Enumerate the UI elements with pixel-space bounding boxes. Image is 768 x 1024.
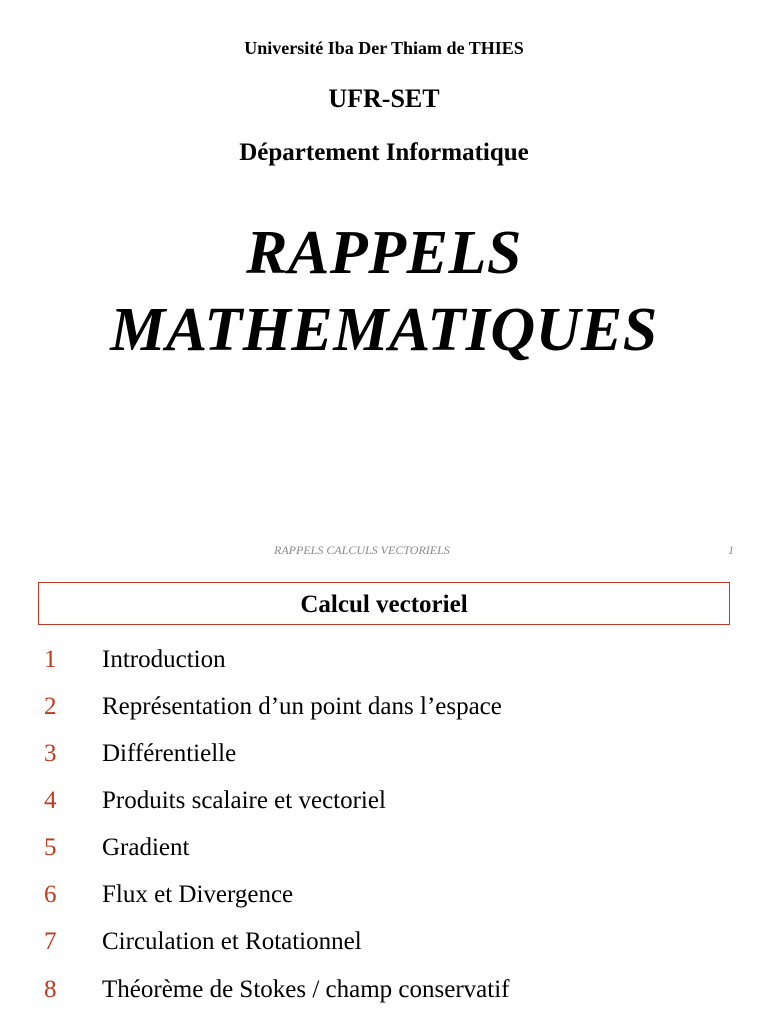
section-heading: Calcul vectoriel [38,582,730,625]
toc-item [0,740,768,780]
page-number: 1 [728,543,734,557]
toc-item [0,787,768,827]
toc-item [0,881,768,921]
toc-item [0,976,768,1016]
toc-item-number: 6 [44,881,57,908]
toc-item [0,928,768,968]
toc-item-label: Flux et Divergence [102,881,294,908]
toc-item-number: 7 [44,928,57,955]
ufr-name: UFR-SET [328,84,440,113]
toc-item-number: 4 [44,787,57,814]
toc-item-label: Gradient [102,834,190,861]
toc-item [0,693,768,733]
toc-item-number: 2 [44,693,57,720]
toc-item-number: 1 [44,646,57,673]
toc-item-label: Différentielle [102,740,237,767]
toc-item-number: 8 [44,976,57,1003]
document-title-line-2: MATHEMATIQUES [110,296,658,364]
toc-item [0,834,768,874]
toc-item-number: 5 [44,834,57,861]
toc-item-label: Représentation d’un point dans l’espace [102,693,502,720]
toc-item-label: Produits scalaire et vectoriel [102,787,386,814]
university-name: Université Iba Der Thiam de THIES [244,38,524,58]
toc-item [0,646,768,686]
department-name: Département Informatique [239,139,529,166]
toc-item-number: 3 [44,740,57,767]
page-running-title: RAPPELS CALCULS VECTORIELS [274,543,450,557]
toc-item-label: Circulation et Rotationnel [102,928,362,955]
toc-item-label: Introduction [102,646,226,673]
toc-item-label: Théorème de Stokes / champ conservatif [102,976,510,1003]
document-title-line-1: RAPPELS [246,219,522,287]
